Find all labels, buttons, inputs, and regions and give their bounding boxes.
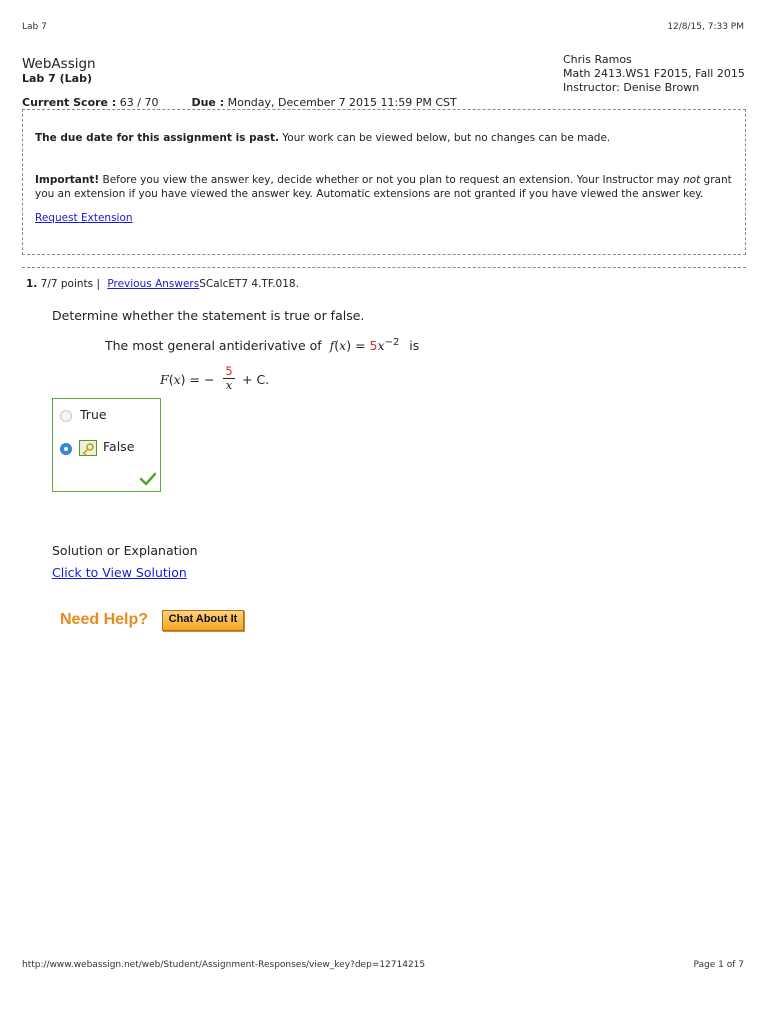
radio-true[interactable]: [60, 410, 72, 422]
due-notice-text: Your work can be viewed below, but no changes can be made.: [278, 132, 611, 144]
chat-about-it-button[interactable]: Chat About It: [162, 610, 244, 631]
radio-false[interactable]: [60, 443, 72, 455]
footer-page-number: Page 1 of 7: [693, 960, 744, 970]
print-header-datetime: 12/8/15, 7:33 PM: [667, 22, 744, 32]
course-name: Math 2413.WS1 F2015, Fall 2015: [563, 67, 745, 80]
denominator: x: [225, 378, 233, 392]
important-text-2: grant you an extension if you have viewed the answer key. Automatic extensions are not granted if you have viewed the answer key.: [35, 174, 732, 200]
statement-is: is: [409, 338, 420, 354]
choice-true-label: True: [80, 407, 107, 422]
previous-answers-link[interactable]: Previous Answers: [107, 278, 200, 290]
question-code: SCalcET7 4.TF.018.: [199, 278, 299, 290]
plus-c: + C.: [242, 372, 270, 387]
need-help-label: Need Help?: [60, 611, 149, 628]
due-value: Monday, December 7 2015 11:59 PM CST: [227, 96, 457, 109]
answer-key-icon: [79, 440, 97, 456]
coefficient: 5: [369, 338, 378, 354]
numerator: 5: [225, 364, 233, 378]
choice-false-label: False: [103, 439, 135, 454]
important-bold: Important!: [35, 174, 100, 186]
footer-url: http://www.webassign.net/web/Student/Assignment-Responses/view_key?dep=12714215: [22, 960, 426, 970]
notice-box: [22, 109, 746, 255]
important-notice: [35, 173, 733, 201]
answer-choices-box: [52, 398, 161, 492]
checkmark-icon: [140, 471, 156, 490]
assignment-title: Lab 7 (Lab): [22, 72, 92, 85]
statement-line: [105, 337, 419, 353]
f-expression: $f(x) = 5x^{-2}$: [329, 337, 400, 354]
question-points: 7/7 points |: [40, 278, 101, 290]
section-divider: [22, 267, 746, 268]
request-extension-link[interactable]: Request Extension: [35, 212, 133, 224]
print-header-title: Lab 7: [22, 22, 47, 32]
solution-heading: Solution or Explanation: [52, 543, 198, 558]
due-notice-bold: The due date for this assignment is past.: [35, 132, 279, 144]
question-header: [26, 278, 299, 290]
question-number: 1.: [26, 278, 38, 290]
important-text-1: Before you view the answer key, decide whether or not you plan to request an extension. Your Instructor may: [99, 174, 683, 186]
student-info: [563, 53, 763, 95]
due-label: Due :: [191, 96, 225, 109]
exponent: −2: [384, 337, 400, 348]
brand-logo: WebAssign: [22, 56, 96, 72]
statement-intro: The most general antiderivative of: [105, 338, 322, 354]
important-em: not: [682, 174, 701, 186]
score-value: 63 / 70: [119, 96, 159, 109]
score-label: Current Score :: [22, 96, 117, 109]
student-name: Chris Ramos: [563, 53, 632, 66]
due-notice: [35, 131, 733, 145]
fraction: [223, 364, 235, 392]
question-prompt: Determine whether the statement is true or false.: [52, 308, 365, 323]
score-line: [22, 96, 457, 109]
view-solution-link[interactable]: Click to View Solution: [52, 565, 187, 580]
instructor-name: Instructor: Denise Brown: [563, 81, 700, 94]
